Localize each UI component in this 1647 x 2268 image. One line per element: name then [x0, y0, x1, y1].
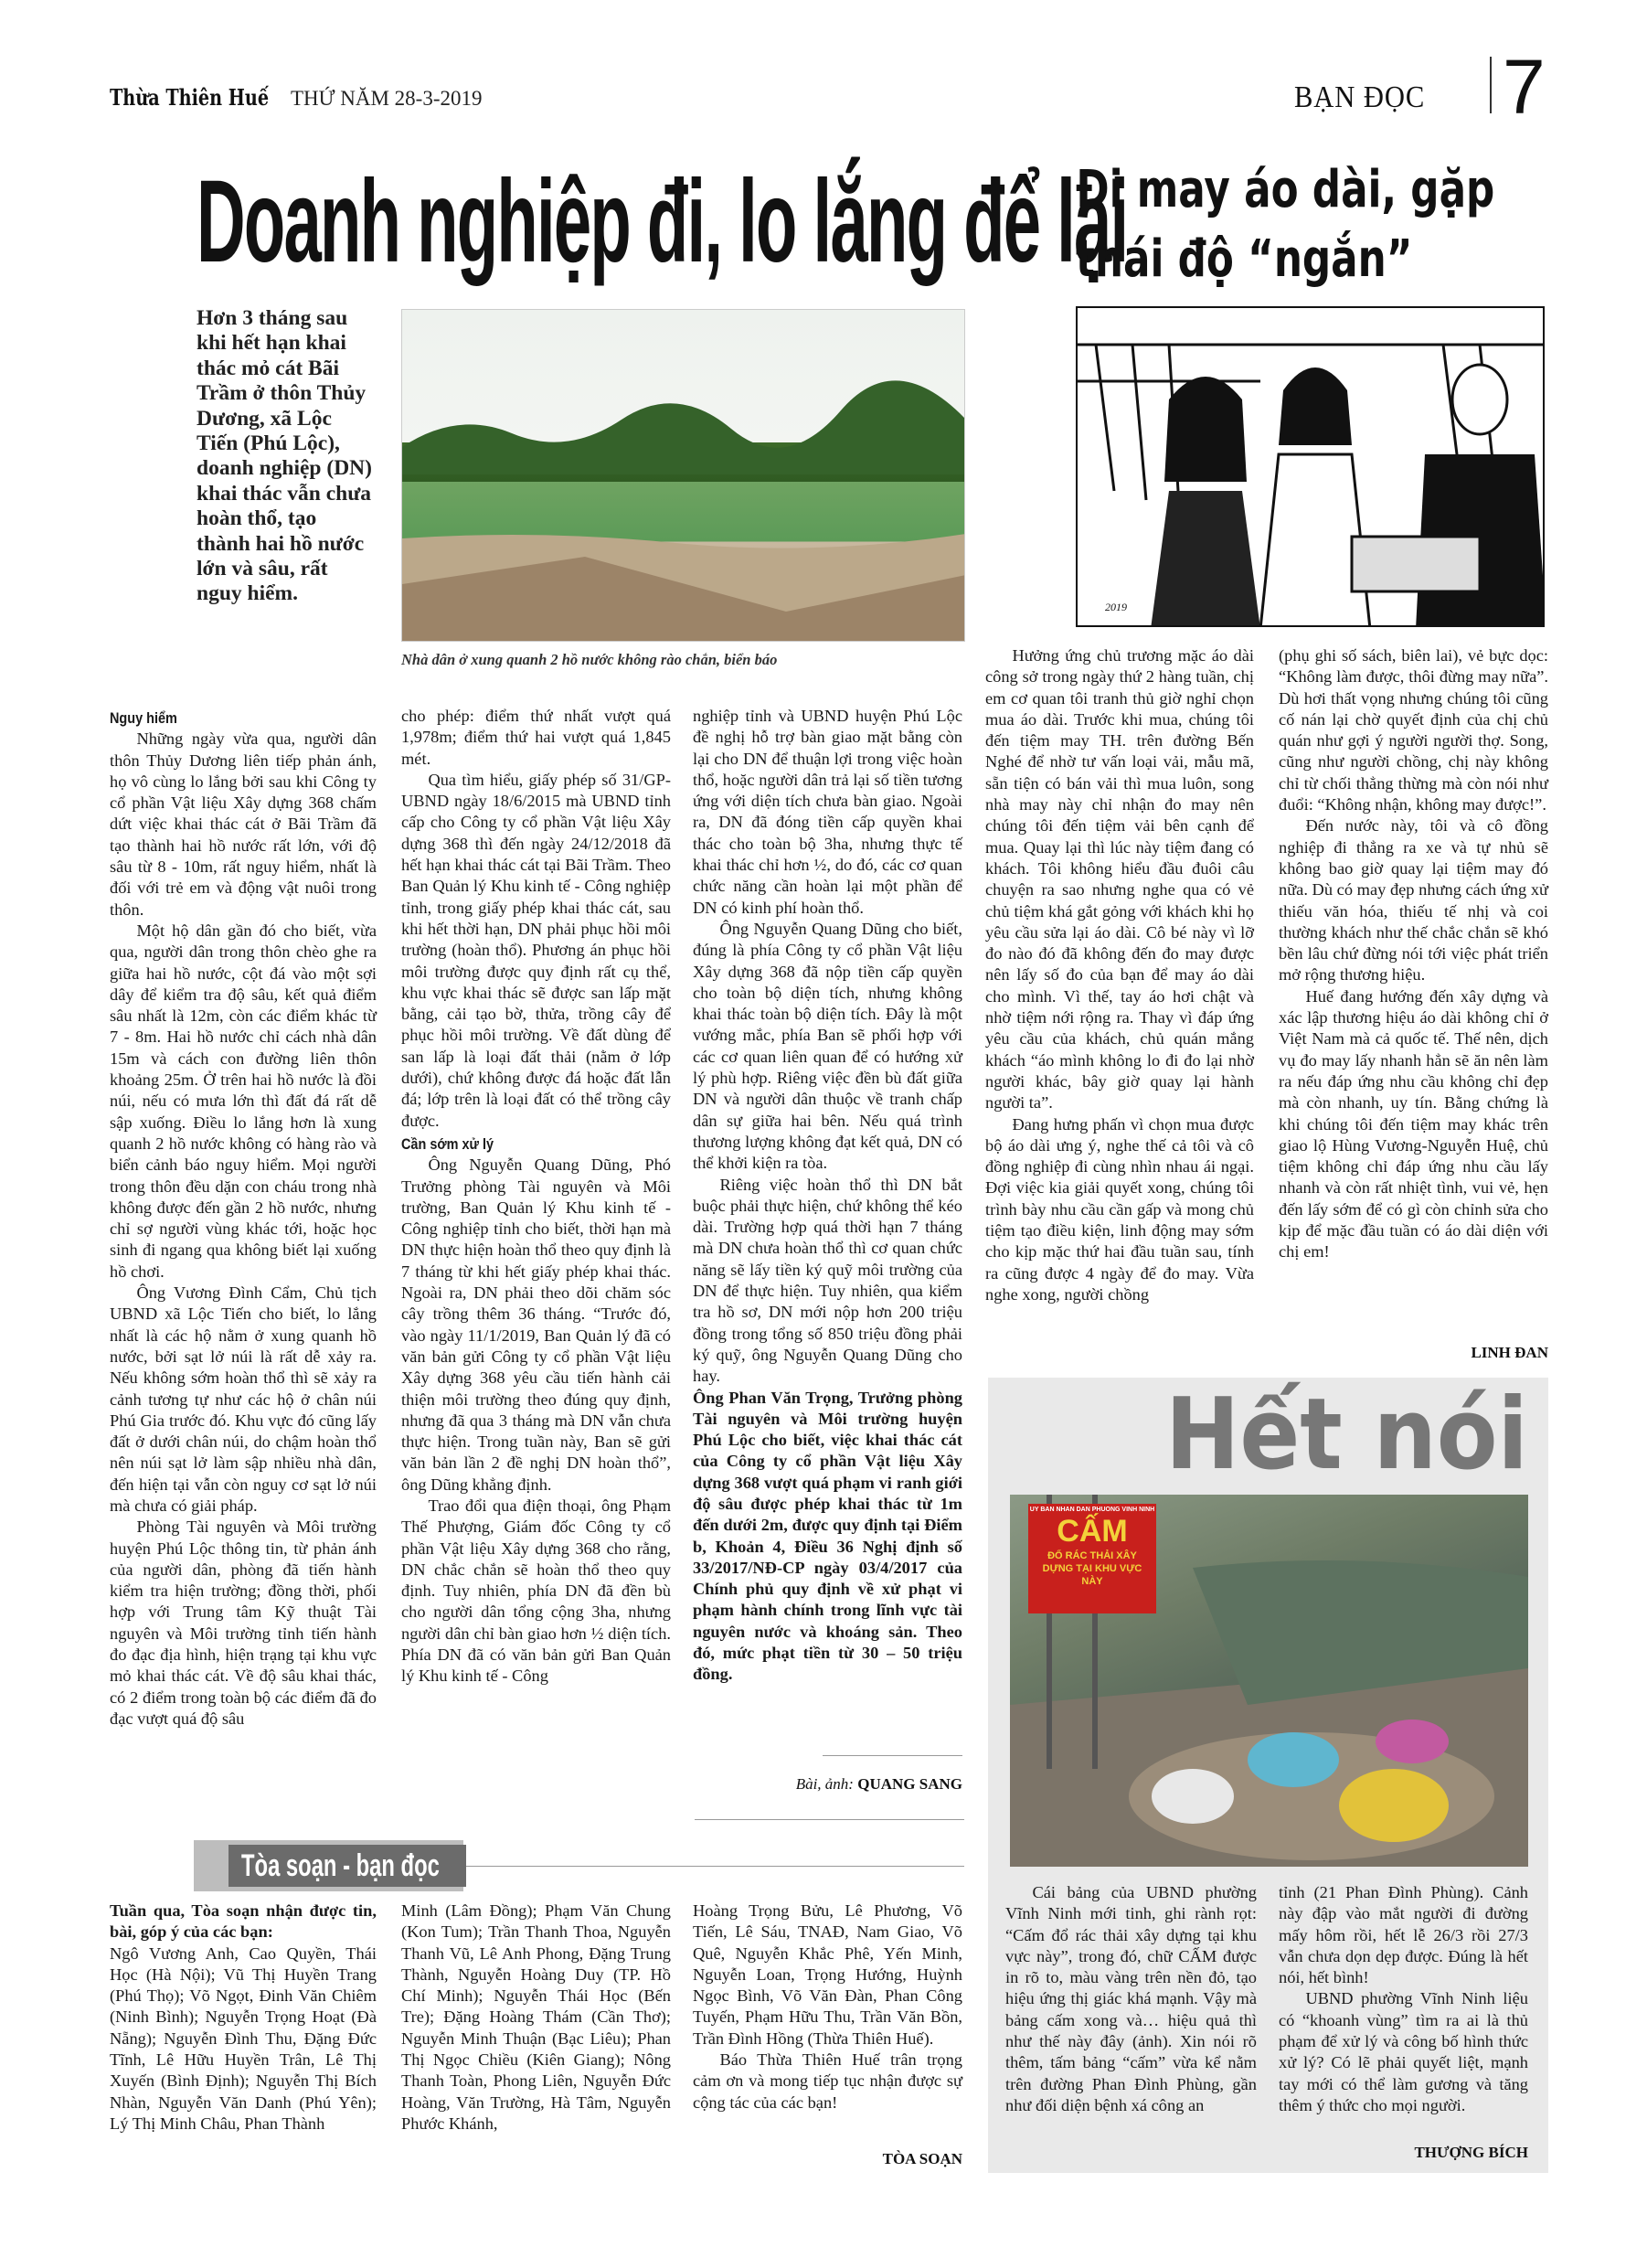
- paragraph: Ông Nguyễn Quang Dũng cho biết, đúng là phía Công ty cổ phần Vật liệu Xây dựng 368 đã nộp tiền cấp quyền cho toàn bộ diện tích, nhưng không khai thác toàn bộ diện tích. Đây là một vướng mắc, phía Ban sẽ phối hợp với các cơ quan liên quan để có hướng xử lý phù hợp. Riêng việc đền bù đất giữa DN và người dân thuộc về tranh chấp dân sự giữa hai bên. Nếu quá trình thương lượng không đạt kết quả, DN có thể khởi kiện ra tòa.: [693, 919, 962, 1173]
- toa-soan-column-1: [110, 1901, 377, 2135]
- toa-soan-banner-label: Tòa soạn - bạn đọc: [241, 1848, 440, 1883]
- aodai-headline: Đi may áo dài, gặp thái độ “ngắn”: [1076, 160, 1495, 289]
- toa-soan-banner: [228, 1845, 466, 1887]
- paragraph: Ngô Vương Anh, Cao Quyền, Thái Học (Hà Nội); Vũ Thị Huyền Trang (Phú Thọ); Võ Ngọt, Đinh Văn Chiêm (Ninh Bình); Nguyễn Trọng Hoạt (Đà Nẵng); Nguyễn Đình Thu, Đặng Đức Tĩnh, Lê Hữu Huyền Trân, Lê Thị Xuyến (Bình Định); Nguyễn Thị Bích Nhàn, Nguyễn Văn Danh (Phú Yên); Lý Thị Minh Châu, Phan Thành: [110, 1943, 377, 2133]
- paragraph: Một hộ dân gần đó cho biết, vừa qua, người dân trong thôn chèo ghe ra giữa hai hồ nước, cột đá vào một sợi dây để kiểm tra độ sâu, kết quả điểm sâu nhất là 12m, còn các điểm khác từ 7 - 8m. Hai hồ nước chỉ cách nhà dân 15m và cách con đường liên thôn khoảng 25m. Ở trên hai hồ nước là đồi núi, nếu có mưa lớn thì đất đá rất dễ sập xuống. Điều lo lắng hơn là xung quanh 2 hồ nước không có hàng rào và biển cảnh báo nguy hiểm. Mọi người trong thôn đều dặn con cháu trong nhà không được đến gần 2 hồ nước, nhưng chỉ sợ người vùng khác tới, hoặc học sinh đi ngang qua không biết lại xuống hồ chơi.: [110, 921, 377, 1281]
- main-column-2: [401, 706, 671, 1688]
- paragraph: UBND phường Vĩnh Ninh liệu có “khoanh vùng” tìm ra ai là thủ phạm để xử lý và công bố hình thức xử lý? Có lẽ phải quyết liệt, mạnh tay mới có thể làm gương và tăng thêm ý thức cho mọi người.: [1279, 1989, 1528, 2114]
- illustration-signature: 2019: [1105, 601, 1127, 613]
- paragraph: Huế đang hướng đến xây dựng và xác lập thương hiệu áo dài không chỉ ở Việt Nam mà cả quốc tế. Thế nên, dịch vụ đo may lấy nhanh hẳn sẽ ăn nên làm ra nếu đáp ứng nhu cầu không chỉ đẹp mà còn nhanh, uy tín. Bằng chứng là khi chúng tôi đến tiệm may khác trên giao lộ Hùng Vương-Nguyễn Huệ, chủ tiệm không chỉ đáp ứng nhu cầu lấy nhanh và còn rất nhiệt tình, vui vẻ, hẹn đến lấy sớm để có gì còn chỉnh sửa cho kịp để mặc đầu tuần có áo dài diện với chị em!: [1279, 986, 1548, 1262]
- toa-soan-rule: [466, 1866, 964, 1867]
- paragraph: Trao đổi qua điện thoại, ông Phạm Thế Phượng, Giám đốc Công ty cổ phần Vật liệu Xây dựng 368 cho rằng, DN chắc chắn sẽ hoàn thổ theo quy định. Tuy nhiên, phía DN đã đền bù cho người dân tổng cộng 3ha, nhưng người dân chỉ bàn giao hơn ½ diện tích. Phía DN đã có văn bản gửi Ban Quản lý Khu kinh tế - Công: [401, 1496, 671, 1686]
- section-rule: [695, 1819, 964, 1820]
- het-noi-column-2: [1279, 1882, 1528, 2116]
- aodai-column-1: [985, 645, 1254, 1305]
- main-column-3: [693, 706, 962, 1686]
- paragraph: (phụ ghi số sách, biên lai), vẻ bực dọc: “Không làm được, thôi đừng may nữa”. Dù hơi thất vọng nhưng chúng tôi cũng cố nán lại chờ quyết định của chị chủ quán như gợi ý người người thợ. Song, cũng như người chồng, chị này không chỉ từ chối thẳng thừng mà còn nói như đuổi: “Không nhận, không may được!”.: [1279, 646, 1548, 815]
- het-noi-author: THƯỢNG BÍCH: [1414, 2144, 1528, 2161]
- paragraph: Phòng Tài nguyên và Môi trường huyện Phú Lộc thông tin, từ phản ánh của người dân, phòng đã tiến hành kiểm tra hiện trường; đồng thời, phối hợp với Trung tâm Kỹ thuật Tài nguyên và Môi trường tỉnh tiến hành đo đạc địa hình, hiện trạng tại khu vực mỏ khai thác cát. Về độ sâu khai thác, có 2 điểm trong toàn bộ các điểm đã đo đạc vượt quá độ sâu: [110, 1517, 377, 1728]
- paragraph: Ông Vương Đình Cẩm, Chủ tịch UBND xã Lộc Tiến cho biết, lo lắng nhất là các hộ nằm ở xung quanh hồ nước, bởi sạt lở núi là rất dễ xảy ra. Nếu không sớm hoàn thổ thì sẽ xảy ra cảnh tương tự như các hộ ở chân núi Phú Gia trước đó. Khu vực đó cũng lấy đất ở dưới chân núi, do chậm hoàn thổ nên núi sạt lở làm sập nhiều nhà dân, đến hiện tại vẫn còn nguy cơ sạt lở núi mà chưa có giải pháp.: [110, 1283, 377, 1515]
- byline-rule: [823, 1755, 962, 1756]
- trash-photo: [1010, 1495, 1528, 1867]
- toa-soan-column-3: [693, 1901, 962, 2114]
- toa-soan-signature: TÒA SOẠN: [882, 2150, 962, 2167]
- main-headline: Doanh nghiệp đi, lo lắng để lại: [197, 156, 1128, 287]
- subheading: Nguy hiểm: [110, 709, 177, 727]
- toa-soan-column-2: [401, 1901, 671, 2135]
- subheading: Cần sớm xử lý: [401, 1134, 494, 1153]
- het-noi-title: Hết nói: [1165, 1378, 1528, 1492]
- paragraph: Ông Nguyễn Quang Dũng, Phó Trưởng phòng Tài nguyên và Môi trường, Ban Quản lý Khu kinh tế - Công nghiệp tỉnh cho biết, thời hạn mà DN thực hiện hoàn thổ theo quy định là 7 tháng từ khi hết giấy phép khai thác. Ngoài ra, DN phải theo dõi chăm sóc cây trồng thêm 36 tháng. “Trước đó, vào ngày 11/1/2019, Ban Quản lý đã có văn bản gửi Công ty cổ phần Vật liệu Xây dựng 368 yêu cầu tiến hành cải thiện môi trường theo đúng quy định, nhưng đã qua 3 tháng mà DN vẫn chưa thực hiện. Trong tuần này, Ban sẽ gửi văn bản lần 2 đề nghị DN hoàn thổ”, ông Dũng khẳng định.: [401, 1155, 671, 1494]
- paragraph: Những ngày vừa qua, người dân thôn Thủy Dương liên tiếp phản ánh, họ vô cùng lo lắng bởi sau khi Công ty cổ phần Vật liệu Xây dựng 368 chấm dứt việc khai thác cát ở Bãi Trầm đã tạo thành hai hồ nước rất lớn, với độ sâu từ 8 - 10m, rất nguy hiểm, nhất là đối với trẻ em và động vật nuôi trong thôn.: [110, 729, 377, 919]
- shop-sketch-illustration: [1078, 308, 1545, 627]
- aodai-author: LINH ĐAN: [1471, 1344, 1548, 1361]
- photo-caption: Nhà dân ở xung quanh 2 hồ nước không rào chắn, biển báo: [401, 651, 778, 668]
- issue-date: THỨ NĂM 28-3-2019: [291, 87, 483, 110]
- sign-authority: UY BAN NHAN DAN PHUONG VINH NINH: [1029, 1507, 1155, 1513]
- paragraph: Riêng việc hoàn thổ thì DN bắt buộc phải thực hiện, chứ không thể kéo dài. Trường hợp quá thời hạn 7 tháng mà DN chưa hoàn thổ thì cơ quan chức năng sẽ lấy tiền ký quỹ môi trường của DN để thực hiện. Tuy nhiên, qua kiểm tra hồ sơ, DN mới nộp hơn 200 triệu đồng trong tổng số 850 triệu đồng phải ký quỹ, ông Nguyễn Quang Dũng cho hay.: [693, 1175, 962, 1386]
- paragraph: Cái bảng của UBND phường Vĩnh Ninh mới tinh, ghi rành rọt: “Cấm đổ rác thải xây dựng tại khu vực này”, trong đó, chữ CẤM được in rõ to, màu vàng trên nền đỏ, tạo hiệu ứng thị giác khá mạnh. Vậy mà bảng cấm xong và… hiệu quả thì như thế này đây (ảnh). Xin nói rõ thêm, tấm bảng “cấm” vừa kể nằm trên đường Phan Đình Phùng, gần như đối diện bệnh xá công an: [1005, 1883, 1257, 2114]
- lake-photo: [401, 309, 965, 642]
- byline-name: QUANG SANG: [857, 1775, 962, 1793]
- het-noi-column-1: [1005, 1882, 1257, 2116]
- bold-paragraph: Tuần qua, Tòa soạn nhận được tin, bài, góp ý của các bạn:: [110, 1901, 377, 1942]
- main-lead: Hơn 3 tháng sau khi hết hạn khai thác mỏ cát Bãi Trầm ở thôn Thủy Dương, xã Lộc Tiến (Phú Lộc), doanh nghiệp (DN) khai thác vẫn chưa hoàn thổ, tạo thành hai hồ nước lớn và sâu, rất nguy hiểm.: [197, 306, 372, 606]
- paragraph: Minh (Lâm Đồng); Phạm Văn Chung (Kon Tum); Trần Thanh Thoa, Nguyễn Thanh Vũ, Lê Anh Phong, Đặng Trung Thành, Nguyễn Hoàng Duy (TP. Hồ Chí Minh); Nguyễn Thái Học (Bến Tre); Đặng Hoàng Thám (Cần Thơ); Nguyễn Minh Thuận (Bạc Liêu); Phan Thị Ngọc Chiều (Kiên Giang); Nông Thanh Toàn, Phong Liên, Nguyễn Đức Hoàng, Văn Trường, Hà Tâm, Nguyễn Phước Khánh,: [401, 1901, 671, 2133]
- paragraph: nghiệp tỉnh và UBND huyện Phú Lộc đề nghị hỗ trợ bàn giao mặt bằng còn lại cho DN để thuận lợi trong việc hoàn thổ, hoặc người dân trả lại số tiền tương ứng với diện tích chưa bàn giao. Ngoài ra, DN đã đóng tiền cấp quyền khai thác cho toàn bộ 3ha, nhưng thực tế khai thác chỉ hơn ½, do đó, các cơ quan chức năng cần hoàn lại một phần để DN có kinh phí hoàn thổ.: [693, 707, 962, 917]
- sign-message: ĐỔ RÁC THẢI XÂY DỰNG TẠI KHU VỰC NÀY: [1042, 1550, 1142, 1587]
- header-divider: [1490, 57, 1492, 113]
- paragraph: tỉnh (21 Phan Đình Phùng). Cảnh này đập vào mắt người đi đường mấy hôm rồi, hết lễ 26/3 rồi 27/3 vẫn chưa dọn dẹp được. Đúng là hết nói, hết bình!: [1279, 1883, 1528, 1987]
- paragraph: Đến nước này, tôi và cô đồng nghiệp đi thẳng ra xe và tự nhủ sẽ không bao giờ quay lại tiệm may đó nữa. Dù có may đẹp nhưng cách ứng xử thiếu văn hóa, thiếu tế nhị và coi thường khách như thế chắc chắn sẽ khó bền lâu chứ đừng nói tới việc phát triển mở rộng thương hiệu.: [1279, 816, 1548, 985]
- paragraph: Đang hưng phấn vì chọn mua được bộ áo dài ưng ý, nghe thế cả tôi và cô đồng nghiệp đi cùng nhìn nhau ái ngại. Đợi việc kia giải quyết xong, chúng tôi trình bày nhu cầu cần gấp và mong chủ tiệm tạo điều kiện, linh động may sớm cho kịp mặc thứ hai đầu tuần sau, tính ra cũng được 4 ngày để đo may. Vừa nghe xong, người chồng: [985, 1114, 1254, 1304]
- sign-ban-word: CẤM: [1057, 1514, 1128, 1549]
- paragraph: Hoàng Trọng Bửu, Lê Phương, Võ Tiến, Lê Sáu, TNAĐ, Nam Giao, Võ Quê, Nguyễn Khắc Phê, Yến Minh, Nguyễn Loan, Trọng Hướng, Huỳnh Ngọc Bình, Võ Văn Đàn, Phan Công Tuyến, Phạm Hữu Thu, Trần Văn Bồn, Trần Đình Hồng (Thừa Thiên Huế).: [693, 1901, 962, 2048]
- paragraph: Qua tìm hiểu, giấy phép số 31/GP-UBND ngày 18/6/2015 mà UBND tỉnh cấp cho Công ty cổ phần Vật liệu Xây dựng 368 thì đến ngày 24/12/2018 đã hết hạn khai thác cát tại Bãi Trầm. Theo Ban Quản lý Khu kinh tế - Công nghiệp tỉnh, trong giấy phép khai thác cát, sau khi hết thời hạn, DN phải phục hồi môi trường (hoàn thổ). Phương án phục hồi môi trường được quy định rất cụ thể, khu vực khai thác sẽ được san lấp mặt bằng, cải tạo bờ, thửa, trồng cây để phục hồi môi trường. Về đất dùng để san lấp là loại đất thải (nằm ở lớp dưới), chứ không được đá hoặc đất lẫn đá; lớp trên là loại đất có thể trồng cây được.: [401, 770, 671, 1130]
- bold-paragraph: Ông Phan Văn Trọng, Trưởng phòng Tài nguyên và Môi trường huyện Phú Lộc cho biết, việc khai thác cát của Công ty cổ phần Vật liệu Xây dựng 368 vượt quá phạm vi ranh giới độ sâu được phép khai thác từ 1m đến dưới 2m, được quy định tại Điểm b, Khoản 4, Điều 36 Nghị định số 33/2017/NĐ-CP ngày 03/4/2017 của Chính phủ quy định về xử phạt vi phạm hành chính trong lĩnh vực tài nguyên nước và khoáng sản. Theo đó, mức phạt tiền từ 30 – 50 triệu đồng.: [693, 1388, 962, 1684]
- paragraph: cho phép: điểm thứ nhất vượt quá 1,978m; điểm thứ hai vượt quá 1,845 mét.: [401, 707, 671, 768]
- aodai-illustration: [1076, 306, 1545, 627]
- section-name: BẠN ĐỌC: [1294, 80, 1426, 114]
- paragraph: Hưởng ứng chủ trương mặc áo dài công sở trong ngày thứ 2 hàng tuần, chị em cơ quan tôi tranh thủ giờ nghỉ chọn mua áo dài. Trước khi mua, chúng tôi đến tiệm may TH. trên đường Bến Nghé để nhờ tư vấn loại vải, mẫu mã, sẵn tiện có bán vải thì mua luôn, song nhà may này chỉ nhận đo may nên chúng tôi đến tiệm vải bên cạnh để mua. Quay lại thì lúc này tiệm đang có khách. Tôi không hiểu đầu đuôi câu chuyện ra sao nhưng nghe qua có vẻ chủ tiệm khá gắt gỏng với khách khi họ yêu cầu sửa lại áo dài. Cô bé này vì lỡ đo nào đó đã không đến đo may được nên lấy số đo của bạn để may áo dài cho mình. Vì thế, tay áo hơi chật và nhờ tiệm nới rộng ra. Thay vì đáp ứng yêu cầu của khách, chủ quán mắng khách “áo mình không lo đi đo lại nhờ người khác, bây giờ quay lại hành người ta”.: [985, 646, 1254, 1113]
- page-number: 7: [1503, 44, 1546, 130]
- main-byline: [693, 1775, 962, 1794]
- lake-photo-illustration: [402, 310, 965, 642]
- ban-sign: [1028, 1504, 1156, 1613]
- main-column-1: [110, 706, 377, 1730]
- publication-name: Thừa Thiên Huế: [110, 84, 270, 111]
- byline-label: Bài, ảnh:: [795, 1775, 854, 1793]
- paragraph: Báo Thừa Thiên Huế trân trọng cảm ơn và mong tiếp tục nhận được sự cộng tác của các bạn!: [693, 2050, 962, 2112]
- aodai-column-2: [1279, 645, 1548, 1263]
